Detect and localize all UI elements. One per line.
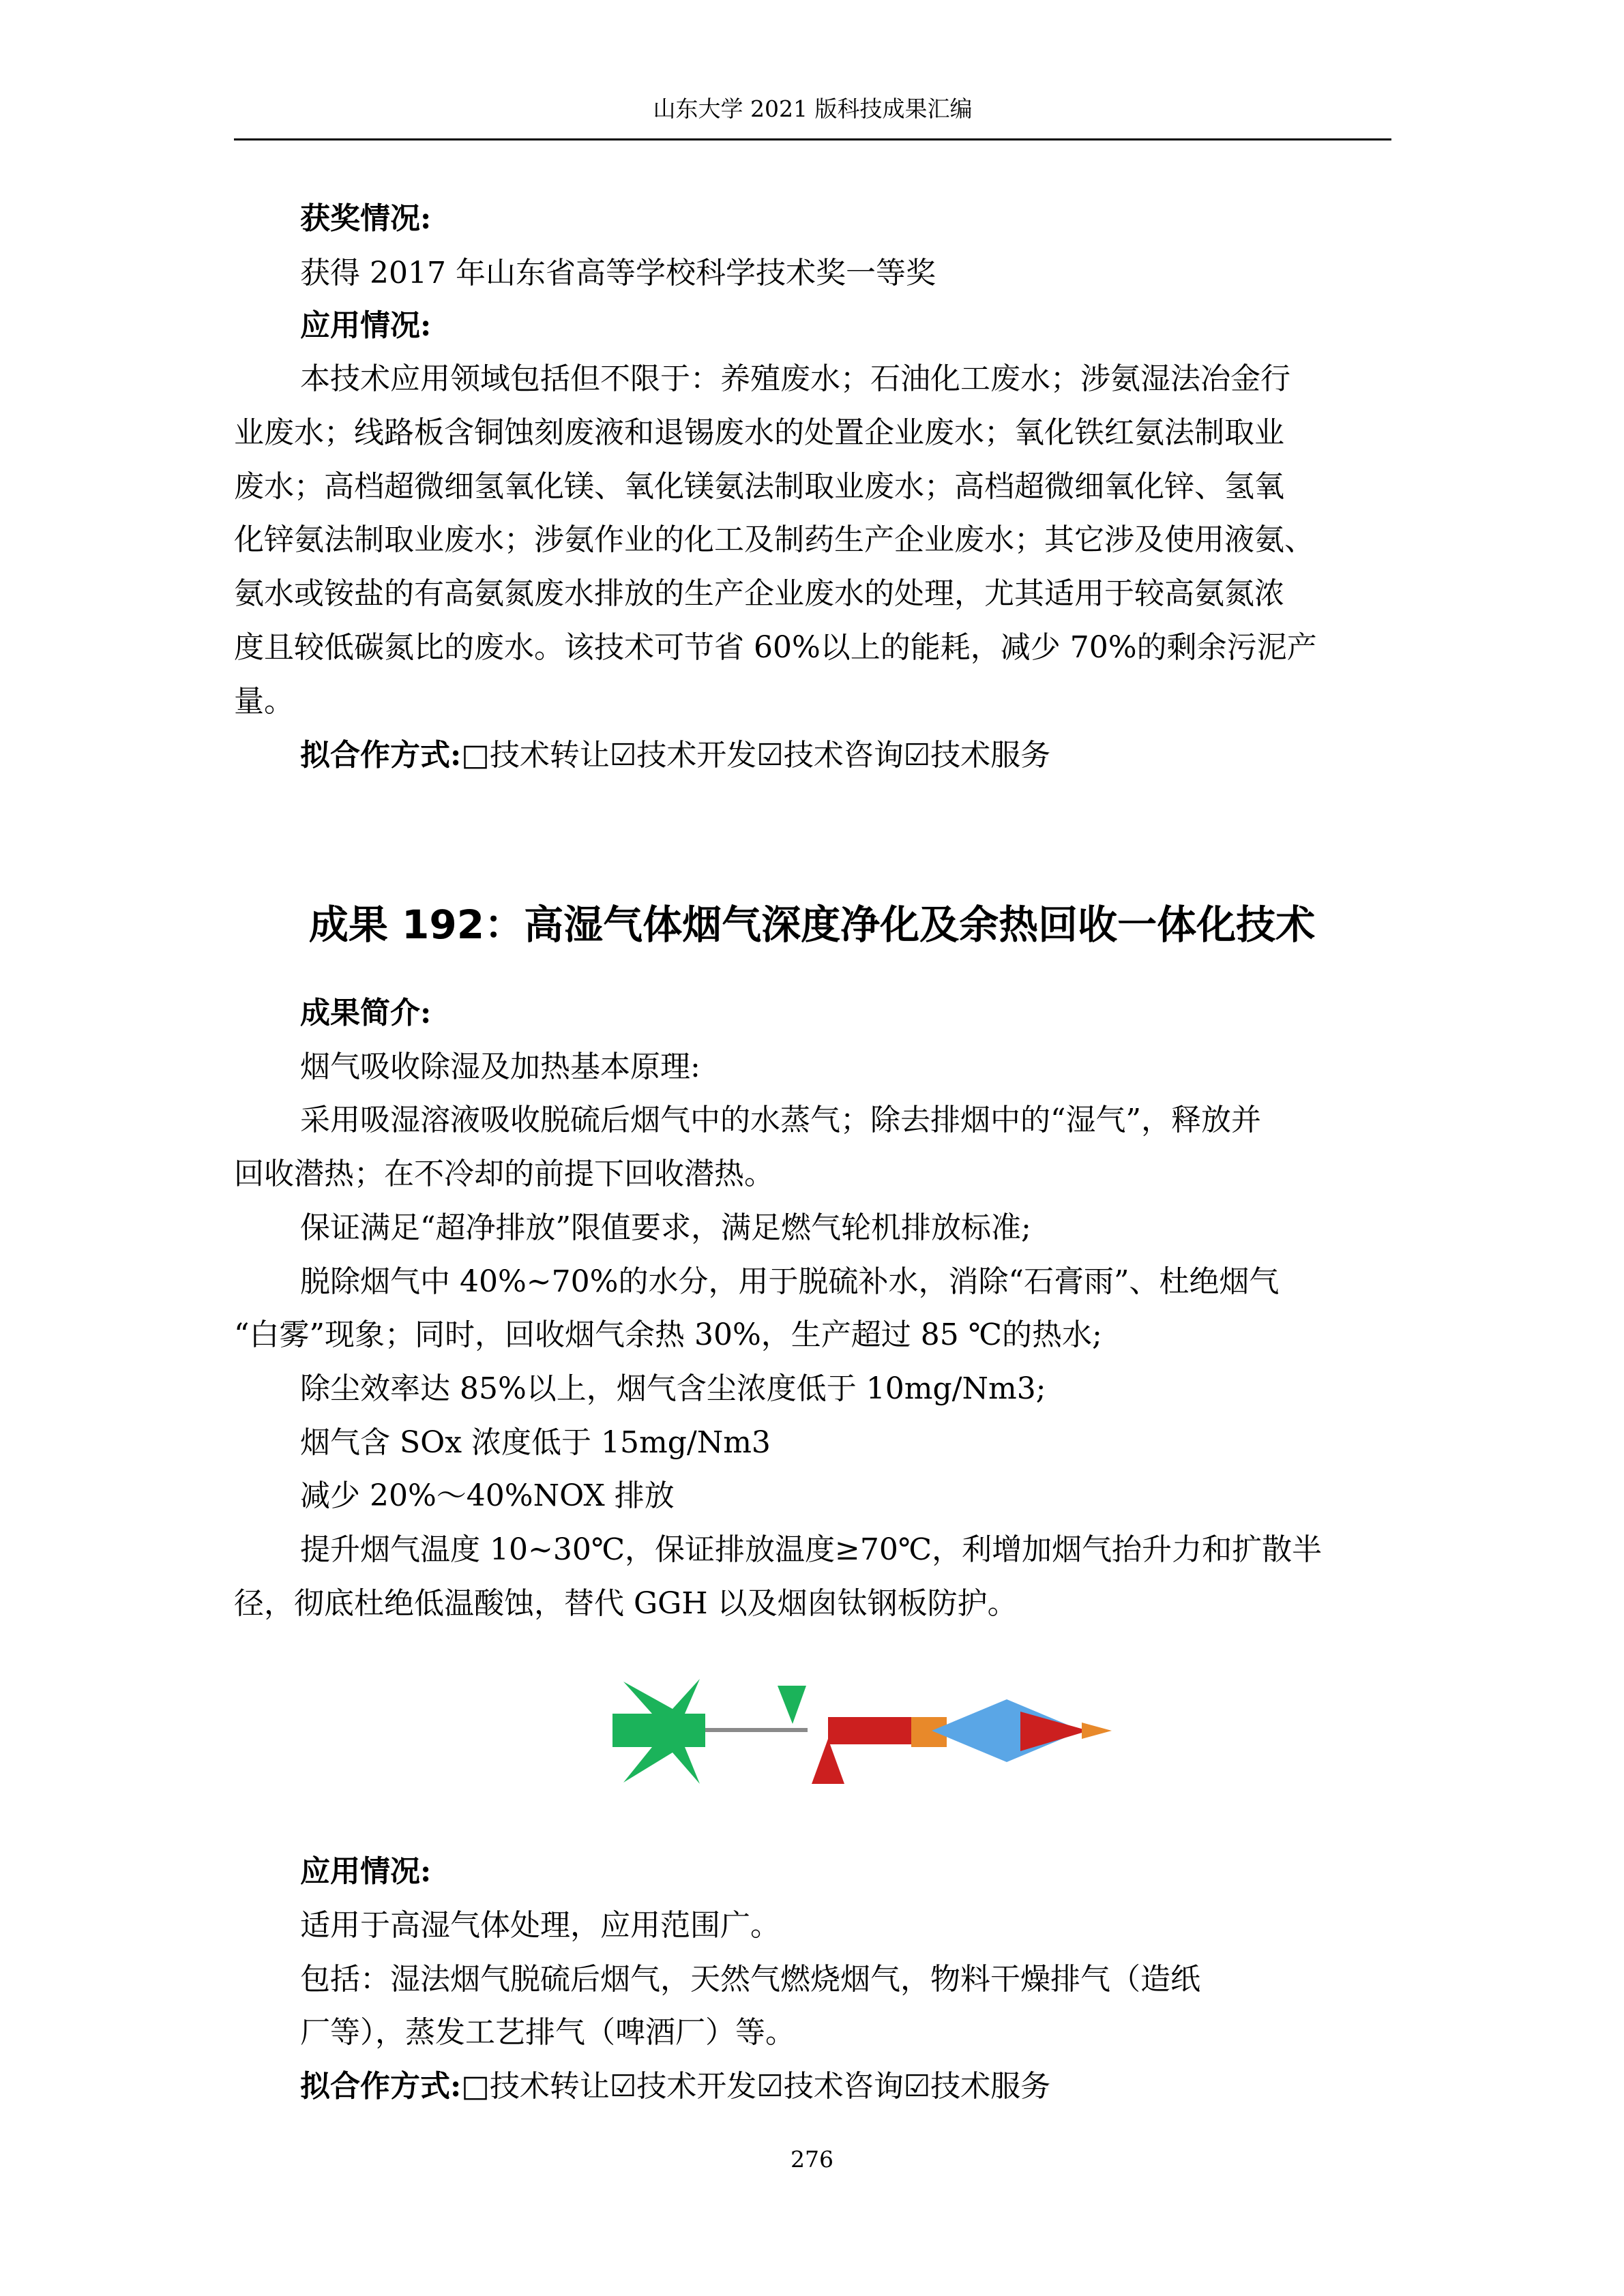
application-line-prev: 废水；高档超微细氢氧化镁、氧化镁氨法制取业废水；高档超微细氧化锌、氢氧 [234,469,1284,504]
intro-line: 减少 20%～40%NOX 排放 [300,1478,675,1513]
application-line-prev: 本技术应用领域包括但不限于：养殖废水；石油化工废水；涉氨湿法冶金行 [300,361,1290,396]
orange-tip [1082,1723,1112,1739]
page-number: 276 [791,2146,833,2173]
section-heading: 成果 192：高湿气体烟气深度净化及余热回收一体化技术 [308,901,1316,948]
application-line-prev: 度且较低碳氮比的废水。该技术可节省 60%以上的能耗，减少 70%的剩余污泥产 [234,630,1317,665]
intro-line: 回收潜热；在不冷却的前提下回收潜热。 [234,1157,774,1191]
intro-line: 除尘效率达 85%以上，烟气含尘浓度低于 10mg/Nm3; [300,1371,1046,1406]
application-line-prev: 业废水；线路板含铜蚀刻废液和退锡废水的处置企业废水；氧化铁红氨法制取业 [234,415,1284,450]
application-line: 适用于高湿气体处理，应用范围广。 [300,1908,780,1943]
cooperation-options: □技术转让☑技术开发☑技术咨询☑技术服务 [461,2069,1051,2104]
process-schematic-figure [611,1676,1116,1789]
intro-line: 保证满足“超净排放”限值要求，满足燃气轮机排放标准; [300,1210,1031,1245]
application-label-prev: 应用情况: [300,308,432,343]
green-nozzle-shape [612,1679,705,1784]
application-line-prev: 量。 [234,684,294,719]
award-label: 获奖情况: [300,201,432,236]
application-line-prev: 化锌氨法制取业废水；涉氨作业的化工及制药生产企业废水；其它涉及使用液氨、 [234,522,1314,557]
intro-label: 成果简介: [300,996,432,1030]
award-text: 获得 2017 年山东省高等学校科学技术奖一等奖 [300,256,936,290]
application-line: 厂等），蒸发工艺排气（啤酒厂）等。 [300,2015,795,2050]
application-line-prev: 氨水或铵盐的有高氨氮废水排放的生产企业废水的处理，尤其适用于较高氨氮浓 [234,576,1284,611]
intro-line: 烟气含 SOx 浓度低于 15mg/Nm3 [300,1425,771,1460]
application-label: 应用情况: [300,1854,432,1889]
cooperation-row-prev [300,736,1050,775]
red-bar [828,1717,924,1744]
application-line: 包括：湿法烟气脱硫后烟气，天然气燃烧烟气，物料干燥排气（造纸 [300,1962,1200,1997]
connector-line [705,1728,808,1732]
header-divider [234,138,1391,140]
green-shape-left [612,1679,705,1784]
intro-line: 脱除烟气中 40%~70%的水分，用于脱硫补水，消除“石膏雨”、杜绝烟气 [300,1264,1280,1299]
intro-line: “白雾”现象；同时，回收烟气余热 30%，生产超过 85 ℃的热水; [234,1317,1102,1352]
red-up-triangle [812,1739,844,1784]
cooperation-label-prev: 拟合作方式: [300,738,462,773]
red-tip [1020,1712,1089,1751]
green-down-triangle [778,1686,806,1724]
intro-line: 采用吸湿溶液吸收脱硫后烟气中的水蒸气；除去排烟中的“湿气”，释放并 [300,1103,1261,1137]
intro-line: 径，彻底杜绝低温酸蚀，替代 GGH 以及烟囱钛钢板防护。 [234,1586,1018,1621]
intro-line: 提升烟气温度 10~30℃，保证排放温度≥70℃，利增加烟气抬升力和扩散半 [300,1532,1323,1567]
cooperation-options-prev: □技术转让☑技术开发☑技术咨询☑技术服务 [461,738,1051,773]
cooperation-label: 拟合作方式: [300,2069,462,2104]
running-header: 山东大学 2021 版科技成果汇编 [653,95,973,122]
cooperation-row [300,2068,1050,2106]
intro-line: 烟气吸收除湿及加热基本原理: [300,1049,700,1084]
